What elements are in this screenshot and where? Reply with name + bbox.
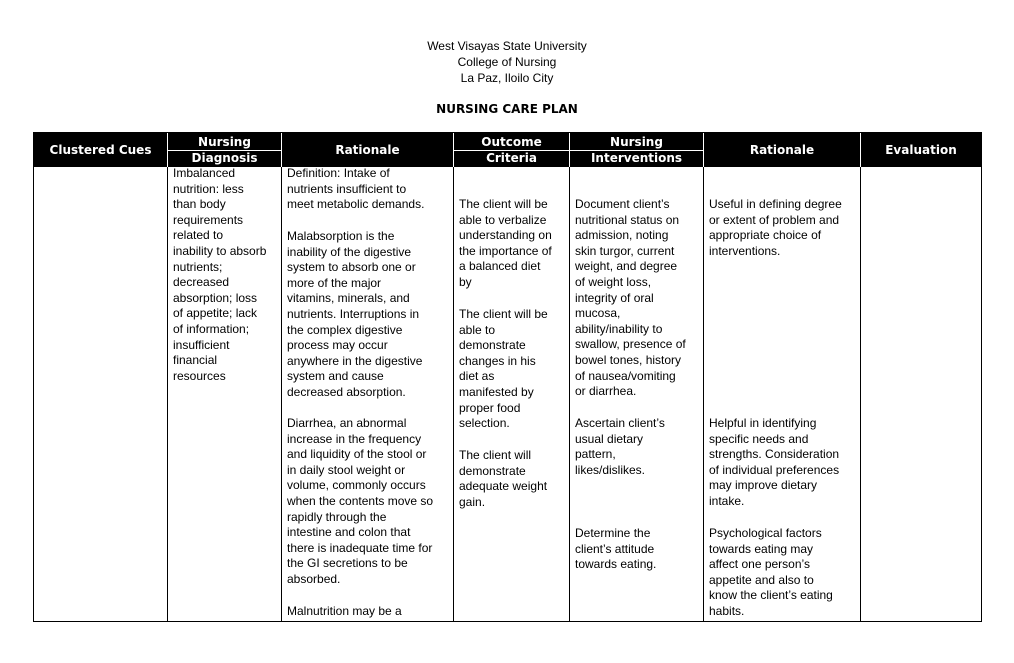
rationale-diarrhea: Diarrhea, an abnormal increase in the frequency and liquidity of the stool or in daily stool weight or volume, commonly occurs when the contents move so rapidly through the intestine and colon that there is inadequate time for the GI secretions to be absorbed. bbox=[287, 416, 434, 586]
college-name: College of Nursing bbox=[457, 55, 557, 69]
outcome-3: The client will demonstrate adequate weight gain. bbox=[459, 448, 548, 509]
table-header-row bbox=[34, 133, 981, 167]
header-outcome-criteria: Outcome Criteria bbox=[454, 133, 570, 167]
rationale-malnutrition: Malnutrition may be a bbox=[287, 604, 402, 618]
header-clustered-cues: Clustered Cues bbox=[34, 133, 168, 167]
intervention-1: Document client’s nutritional status on admission, noting skin turgor, current weight, and degree of weight loss, integrity of oral mucosa, ability/inability to swallow, presence of bowel tones, history of nausea/vomiting or diarrhea. bbox=[575, 197, 686, 399]
rationale2-2: Helpful in identifying specific needs and strengths. Consideration of individual preferences may improve dietary intake. bbox=[709, 416, 840, 508]
rationale2-1: Useful in defining degree or extent of problem and appropriate choice of interventions. bbox=[709, 197, 842, 258]
header-rationale-2: Rationale bbox=[704, 133, 861, 167]
outcome-1: The client will be able to verbalize understanding on the importance of a balanced diet by bbox=[459, 197, 552, 289]
page-title: NURSING CARE PLAN bbox=[436, 102, 578, 116]
header-evaluation: Evaluation bbox=[885, 142, 957, 157]
header-nursing-diagnosis: Nursing Diagnosis bbox=[168, 133, 282, 167]
intervention-3: Determine the client’s attitude towards eating. bbox=[575, 526, 657, 572]
header-rationale: Rationale bbox=[282, 133, 454, 167]
care-plan-table bbox=[33, 132, 982, 622]
university-name: West Visayas State University bbox=[427, 39, 587, 53]
header-nursing-interventions: Nursing Interventions bbox=[570, 133, 704, 167]
rationale2-3: Psychological factors towards eating may affect one person’s appetite and also to know the client’s eating habits. bbox=[709, 526, 833, 618]
intervention-2: Ascertain client’s usual dietary pattern, likes/dislikes. bbox=[575, 416, 665, 477]
column-clustered-cues bbox=[34, 167, 168, 621]
diagnosis-text: Imbalanced nutrition: less than body requirements related to inability to absorb nutrients; decreased absorption; loss of appetite; lack of information; insufficient financial resources bbox=[173, 166, 267, 383]
rationale-malabsorption: Malabsorption is the inability of the digestive system to absorb one or more of the major vitamins, minerals, and nutrients. Interruptions in the complex digestive process may occur anywhere in the digestive system and cause decreased absorption. bbox=[287, 229, 423, 399]
location: La Paz, Iloilo City bbox=[460, 71, 554, 85]
rationale-definition: Definition: Intake of nutrients insufficient to meet metabolic demands. bbox=[287, 166, 425, 212]
outcome-2: The client will be able to demonstrate changes in his diet as manifested by proper food selection. bbox=[459, 307, 548, 431]
